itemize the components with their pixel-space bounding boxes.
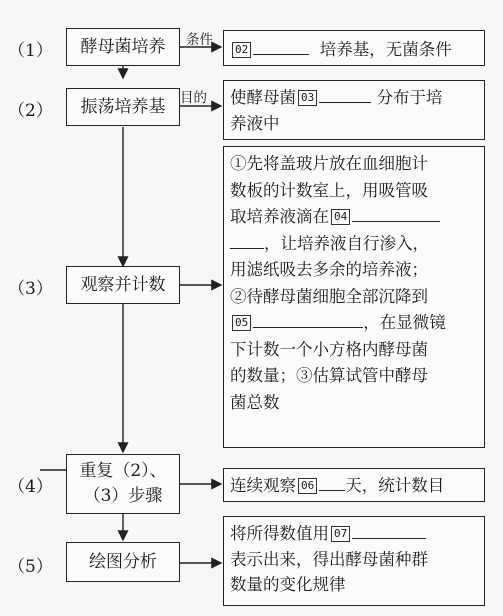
note-2-line2: 养液中 [230,113,280,133]
step-4-label-line2: （3）步骤 [83,486,163,506]
note-2 [223,80,485,140]
blank-line [230,234,264,249]
note-3-line: 取培养液滴在 [230,207,329,226]
note-3-line: ①先将盖玻片放在血细胞计 [230,154,428,173]
step-number-5: （5） [8,557,53,577]
note-3 [223,146,485,448]
step-4-label-line1: 重复（2）、 [79,461,167,482]
note-2-post: 分布于培 [376,88,443,107]
blank-line [253,313,363,328]
note-5-line2: 表示出来，得出酵母菌种群 [230,549,428,569]
note-3-line: ，让培养液自行渗入， [264,233,429,253]
blank-line [319,476,345,491]
blank-tag-04: 04 [331,209,350,225]
note-5-line3: 数量的变化规律 [230,575,346,595]
step-number-2: （2） [8,101,53,121]
edge-label-condition: 条件 [186,32,213,48]
note-5-pre: 将所得数值用 [230,524,329,543]
step-5-label: 绘图分析 [89,551,157,572]
note-4-post: 天，统计数目 [345,476,445,495]
step-number-1: （1） [8,41,53,61]
blank-line [352,207,440,222]
note-4-pre: 连续观察 [230,476,296,495]
note-4 [223,468,485,502]
blank-line [253,40,309,55]
step-3-label: 观察并计数 [80,274,166,295]
note-3-line: 菌总数 [230,392,280,412]
note-3-line: 下计数一个小方格内酵母菌 [230,339,428,359]
note-2-pre: 使酵母菌 [230,88,296,107]
note-3-line: 数板的计数室上，用吸管吸 [230,180,428,200]
step-4-box [66,454,180,514]
blank-tag-05: 05 [232,315,251,331]
step-2-label: 振荡培养基 [80,96,166,117]
step-3-box [66,266,180,304]
note-5 [223,516,485,606]
note-3-line: 的数量；③估算试管中酵母 [230,366,428,385]
step-1-label: 酵母菌培养 [80,36,166,57]
step-1-box [66,28,180,66]
blank-tag-06: 06 [298,478,317,494]
step-5-box [66,542,180,582]
blank-tag-02: 02 [232,42,251,58]
edge-label-purpose: 目的 [180,90,207,106]
step-2-box [66,88,180,126]
blank-tag-03: 03 [298,90,317,106]
note-1 [223,30,485,66]
blank-line [319,88,371,103]
blank-line [352,524,426,539]
step-number-4: （4） [8,477,53,497]
note-3-line: ，在显微镜 [363,313,446,332]
note-1-text: 培养基，无菌条件 [319,40,452,59]
blank-tag-07: 07 [331,526,350,542]
note-3-line: ②待酵母菌细胞全部沉降到 [230,286,428,306]
step-number-3: （3） [8,279,53,299]
note-3-line: 用滤纸吸去多余的培养液； [230,260,428,279]
